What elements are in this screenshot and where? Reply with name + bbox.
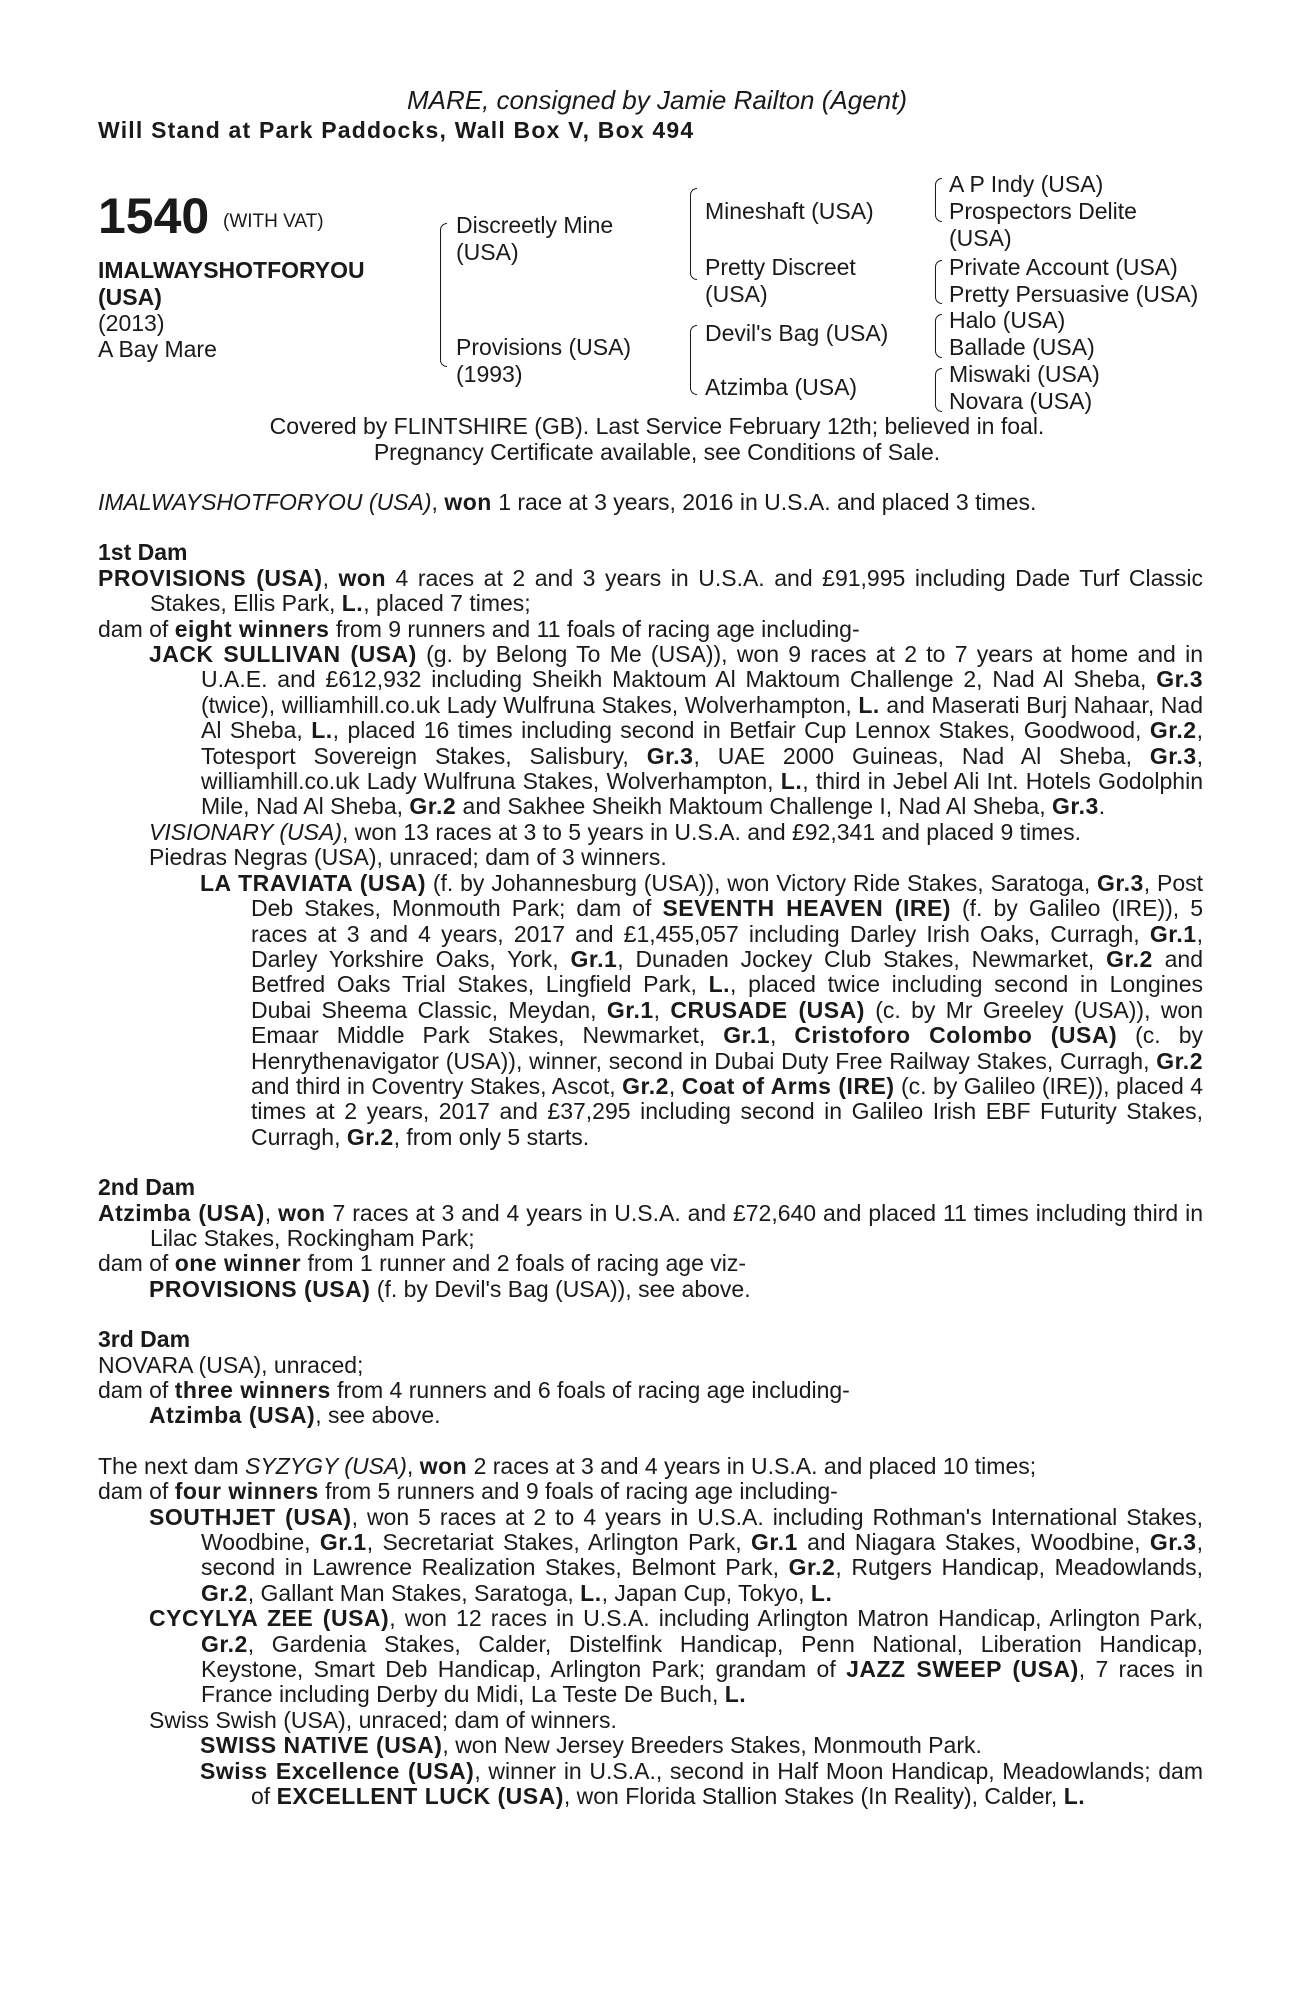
first-dam-won: won <box>338 564 387 591</box>
horse-summary: IMALWAYSHOTFORYOU (USA), won 1 race at 3 years, 2016 in U.S.A. and placed 3 times. <box>98 489 1037 515</box>
pedigree-dam <box>456 334 631 388</box>
listed-label: L. <box>858 691 880 718</box>
comma: , <box>770 1022 777 1049</box>
jack-sullivan-name: JACK SULLIVAN (USA) <box>149 641 417 668</box>
swiss-excellence-name: Swiss Excellence (USA) <box>200 1757 475 1784</box>
pedigree-dsd: Ballade (USA) <box>949 334 1095 360</box>
covered-line2: Pregnancy Certificate available, see Conditions of Sale. <box>373 439 941 465</box>
second-dam-produce <box>98 1251 1203 1276</box>
jack-text: , UAE 2000 Guineas, Nad Al Sheba, <box>693 742 1150 769</box>
pedigree-sire-line2: (USA) <box>456 239 519 265</box>
grade-label: Gr.1 <box>606 996 654 1023</box>
horse-name-line1: IMALWAYSHOTFORYOU <box>98 257 365 283</box>
grade-label: Gr.2 <box>1149 717 1197 744</box>
southjet-name: SOUTHJET (USA) <box>149 1503 352 1530</box>
dam-of-text2: from 5 runners and 9 foals of racing age including- <box>318 1478 838 1505</box>
cycylya-text: , 7 races in France including Derby du Midi, La Teste De Buch, <box>201 1656 1204 1708</box>
listed-label: L. <box>810 1579 833 1606</box>
jazz-sweep-name: JAZZ SWEEP (USA) <box>846 1656 1079 1683</box>
third-dam-heading: 3rd Dam <box>98 1326 191 1353</box>
southjet-text: , second in Lawrence Realization Stakes, Belmont Park, <box>201 1529 1203 1581</box>
pedigree-sss: A P Indy (USA) <box>949 171 1104 197</box>
cycylya-zee-name: CYCYLYA ZEE (USA) <box>149 1605 390 1632</box>
grade-label: Gr.1 <box>751 1529 798 1556</box>
pedigree-dam-line2: (1993) <box>456 361 523 387</box>
produce-piedras-negras: Piedras Negras (USA), unraced; dam of 3 winners. <box>149 844 667 871</box>
jack-text: , third in Jebel Ali Int. Hotels Godolphin Mile, Nad Al Sheba, <box>201 768 1203 820</box>
pedigree-brace-dd <box>935 368 942 412</box>
traviata-text: , Post Deb Stakes, Monmouth Park; dam of <box>251 869 1204 922</box>
grade-label: Gr.2 <box>201 1579 248 1606</box>
traviata-text: , Dunaden Jockey Club Stakes, Newmarket, <box>617 945 1107 972</box>
syzygy-name: SYZYGY (USA) <box>245 1452 407 1479</box>
pedigree-sdd: Pretty Persuasive (USA) <box>949 281 1199 307</box>
pedigree-brace-main <box>440 223 447 367</box>
first-dam-name: PROVISIONS (USA) <box>98 564 323 591</box>
produce-swiss-swish: Swiss Swish (USA), unraced; dam of winners. <box>149 1706 617 1733</box>
jack-text: and Sakhee Sheikh Maktoum Challenge I, Nad Al Sheba, <box>456 793 1052 820</box>
grade-label: Gr.2 <box>622 1072 669 1099</box>
traviata-text: and Betfred Oaks Trial Stakes, Lingfield Park, <box>251 945 1204 998</box>
first-dam-text2: , placed 7 times; <box>363 590 531 617</box>
pedigree-ssd <box>949 198 1137 252</box>
produce-southjet <box>98 1505 1203 1607</box>
swiss-native-name: SWISS NATIVE (USA) <box>200 1732 443 1759</box>
traviata-text: (c. by Mr Greeley (USA)), won Emaar Middle Park Stakes, Newmarket, <box>251 996 1204 1049</box>
dam-of-text2: from 1 runner and 2 foals of racing age viz- <box>301 1250 747 1277</box>
pedigree-ds: Devil's Bag (USA) <box>705 320 889 346</box>
swiss-native-text: , won New Jersey Breeders Stakes, Monmouth Park. <box>442 1732 982 1759</box>
la-traviata-name: LA TRAVIATA (USA) <box>200 869 427 896</box>
comma: , <box>653 996 661 1023</box>
pedigree-brace-sd <box>935 260 942 304</box>
summary-horse-name: IMALWAYSHOTFORYOU (USA) <box>98 489 432 515</box>
grade-label: Gr.3 <box>1097 869 1144 896</box>
grade-label: Gr.2 <box>1156 1047 1203 1074</box>
traviata-text: (c. by Galileo (IRE)), placed 4 times at 2 years, 2017 and £37,295 including second in Galileo Irish EBF Futurity Stakes, Curragh, <box>251 1072 1204 1150</box>
traviata-text: , from only 5 starts. <box>393 1123 590 1150</box>
southjet-text: , Japan Cup, Tokyo, <box>601 1579 811 1606</box>
visionary-text: , won 13 races at 3 to 5 years in U.S.A. and £92,341 and placed 9 times. <box>341 818 1081 845</box>
pedigree-sire <box>456 212 613 266</box>
listed-label: L. <box>311 717 333 744</box>
traviata-text: , Darley Yorkshire Oaks, York, <box>251 920 1203 972</box>
comma: , <box>668 1072 676 1099</box>
excellence-text: , winner in U.S.A., second in Half Moon Handicap, Meadowlands; dam of <box>251 1757 1203 1810</box>
coat-of-arms-name: Coat of Arms (IRE) <box>681 1072 895 1099</box>
grade-label: Gr.1 <box>1149 920 1197 947</box>
pedigree-brace-dam <box>690 325 697 395</box>
crusade-name: CRUSADE (USA) <box>670 996 865 1023</box>
pedigree-sd-line1: Pretty Discreet <box>705 254 856 280</box>
southjet-text: , Secretariat Stakes, Arlington Park, <box>366 1529 752 1556</box>
dam-of-text: dam of <box>98 1478 175 1505</box>
summary-won: won <box>444 489 492 515</box>
pedigree-ssd-line2: (USA) <box>949 225 1012 251</box>
produce-jack-sullivan <box>98 642 1203 820</box>
consignor-line: MARE, consigned by Jamie Railton (Agent) <box>406 85 907 115</box>
pedigree-ss: Mineshaft (USA) <box>705 198 874 224</box>
dam-of-text: dam of <box>98 615 175 642</box>
jack-text: , Totesport Sovereign Stakes, Salisbury, <box>201 717 1203 769</box>
grade-label: Gr.2 <box>1106 945 1153 972</box>
listed-label: L. <box>580 1579 602 1606</box>
traviata-text: (f. by Galileo (IRE)), 5 races at 3 and 4 years, 2017 and £1,455,057 including Darley Irish Oaks, Curragh, <box>251 895 1204 947</box>
listed-label: L. <box>1063 1783 1086 1810</box>
visionary-name: VISIONARY (USA) <box>149 818 342 845</box>
third-dam-record: NOVARA (USA), unraced; <box>98 1351 364 1378</box>
winners-count: three winners <box>174 1377 331 1403</box>
foaling-year: (2013) <box>98 310 165 336</box>
next-dam-text: 2 races at 3 and 4 years in U.S.A. and placed 10 times; <box>467 1452 1037 1479</box>
traviata-text: (f. by Johannesburg (USA)), won Victory Ride Stakes, Saratoga, <box>426 869 1098 896</box>
second-dam-heading: 2nd Dam <box>98 1174 196 1201</box>
pedigree-brace-ss <box>935 178 942 222</box>
produce-provisions <box>98 1277 1203 1302</box>
pedigree-dd: Atzimba (USA) <box>705 374 858 400</box>
next-dam-produce <box>98 1479 1203 1504</box>
dam-of-text2: from 9 runners and 11 foals of racing age including- <box>329 615 860 642</box>
listed-label: L. <box>708 971 731 998</box>
pedigree-ssd-line1: Prospectors Delite <box>949 198 1137 224</box>
next-dam-record: The next dam SYZYGY (USA), won 2 races at 3 and 4 years in U.S.A. and placed 10 times; <box>98 1452 1037 1479</box>
southjet-text: , Rutgers Handicap, Meadowlands, <box>835 1554 1203 1581</box>
covered-line1: Covered by FLINTSHIRE (GB). Last Service February 12th; believed in foal. <box>269 413 1045 439</box>
grade-label: Gr.2 <box>409 793 457 820</box>
jack-text: (g. by Belong To Me (USA)), won 9 races at 2 to 7 years at home and in U.A.E. and £612,932 including Sheikh Maktoum Al Maktoum Challenge 2, Nad Al Sheba, <box>201 641 1204 693</box>
produce-swiss-excellence <box>98 1759 1203 1810</box>
second-dam-record: Atzimba (USA), won 7 races at 3 and 4 years in U.S.A. and £72,640 and placed 11 times including third in Lilac Stakes, Rockingham Park; <box>98 1199 1203 1251</box>
grade-label: Gr.3 <box>1052 793 1099 820</box>
jack-text: , placed 16 times including second in Betfair Cup Lennox Stakes, Goodwood, <box>332 717 1150 744</box>
grade-label: Gr.2 <box>346 1123 394 1150</box>
pedigree-brace-ds <box>935 314 942 358</box>
traviata-text: and third in Coventry Stakes, Ascot, <box>251 1072 623 1099</box>
excellence-text: , won Florida Stallion Stakes (In Reality), Calder, <box>563 1783 1064 1810</box>
pedigree-brace-sire <box>690 188 697 280</box>
grade-label: Gr.1 <box>723 1022 771 1049</box>
pedigree-sire-line1: Discreetly Mine <box>456 212 614 238</box>
first-dam-heading: 1st Dam <box>98 539 188 566</box>
pedigree-dds: Miswaki (USA) <box>949 361 1100 387</box>
pedigree-dam-line1: Provisions (USA) <box>456 334 632 360</box>
grade-label: Gr.1 <box>319 1529 367 1556</box>
second-dam-text: 7 races at 3 and 4 years in U.S.A. and £72,640 and placed 11 times including third in Lilac Stakes, Rockingham Park; <box>150 1199 1203 1251</box>
pedigree-sd <box>705 254 856 308</box>
dam-of-text: dam of <box>98 1377 175 1403</box>
grade-label: Gr.3 <box>1156 666 1203 693</box>
pedigree-ddd: Novara (USA) <box>949 388 1093 414</box>
dam-of-text2: from 4 runners and 6 foals of racing age including- <box>330 1377 850 1403</box>
third-dam-produce <box>98 1378 1203 1403</box>
atzimba-text: , see above. <box>315 1402 441 1429</box>
southjet-text: , won 5 races at 2 to 4 years in U.S.A. including Rothman's International Stakes, Woodbine, <box>201 1503 1203 1556</box>
grade-label: Gr.2 <box>201 1630 248 1657</box>
traviata-text: (c. by Henrythenavigator (USA)), winner, second in Dubai Duty Free Railway Stakes, Curragh, <box>251 1022 1204 1074</box>
lot-number: 1540 <box>98 188 210 244</box>
location-line: Will Stand at Park Paddocks, Wall Box V, Box 494 <box>98 117 695 143</box>
winners-count: four winners <box>174 1478 319 1505</box>
grade-label: Gr.3 <box>646 742 694 769</box>
second-dam-name: Atzimba (USA) <box>98 1199 265 1226</box>
summary-text: 1 race at 3 years, 2016 in U.S.A. and placed 3 times. <box>491 489 1037 515</box>
first-dam-text: 4 races at 2 and 3 years in U.S.A. and £91,995 including Dade Turf Classic Stakes, Ellis Park, <box>150 564 1203 617</box>
listed-label: L. <box>341 590 364 617</box>
first-dam-produce <box>98 617 1203 642</box>
produce-swiss-native <box>98 1733 1203 1758</box>
grade-label: Gr.2 <box>788 1554 836 1581</box>
grade-label: Gr.3 <box>1149 742 1197 769</box>
winners-count: one winner <box>174 1250 302 1277</box>
catalogue-body <box>98 490 1203 1810</box>
second-dam-won: won <box>278 1199 326 1226</box>
dam-of-text: dam of <box>98 1250 175 1277</box>
cristoforo-colombo-name: Cristoforo Colombo (USA) <box>794 1022 1118 1049</box>
pedigree-dss: Halo (USA) <box>949 307 1066 333</box>
next-dam-intro: The next dam <box>98 1452 246 1479</box>
horse-description: A Bay Mare <box>98 336 217 362</box>
traviata-text: , placed twice including second in Longines Dubai Sheema Classic, Meydan, <box>251 971 1203 1023</box>
grade-label: Gr.3 <box>1149 1529 1197 1556</box>
listed-label: L. <box>724 1681 747 1708</box>
listed-label: L. <box>780 768 803 795</box>
next-dam-won: won <box>419 1452 468 1479</box>
cycylya-text: , Gardenia Stakes, Calder, Distelfink Handicap, Penn National, Liberation Handicap, Keystone, Smart Deb Handicap, Arlington Park; grandam of <box>201 1630 1203 1683</box>
southjet-text: and Niagara Stakes, Woodbine, <box>797 1529 1150 1556</box>
provisions-text: (f. by Devil's Bag (USA)), see above. <box>370 1275 751 1302</box>
horse-name-line2: (USA) <box>98 284 162 310</box>
provisions-name: PROVISIONS (USA) <box>149 1275 371 1302</box>
pedigree-sds: Private Account (USA) <box>949 254 1178 280</box>
horse-name <box>98 257 365 311</box>
produce-visionary <box>98 820 1203 845</box>
jack-text: and Maserati Burj Nahaar, Nad Al Sheba, <box>201 691 1203 744</box>
produce-la-traviata <box>98 871 1203 1150</box>
first-dam-record: PROVISIONS (USA), won 4 races at 2 and 3 years in U.S.A. and £91,995 including Dade Turf Classic Stakes, Ellis Park, L., placed 7 times; <box>98 564 1203 617</box>
produce-cycylya-zee <box>98 1606 1203 1708</box>
atzimba-name: Atzimba (USA) <box>149 1402 316 1429</box>
jack-text: , williamhill.co.uk Lady Wulfruna Stakes, Wolverhampton, <box>201 742 1204 795</box>
seventh-heaven-name: SEVENTH HEAVEN (IRE) <box>662 895 951 922</box>
produce-atzimba <box>98 1403 1203 1428</box>
vat-label: (WITH VAT) <box>223 211 324 232</box>
period: . <box>1098 793 1106 820</box>
pedigree-sd-line2: (USA) <box>705 281 768 307</box>
cycylya-text: , won 12 races in U.S.A. including Arlington Matron Handicap, Arlington Park, <box>389 1605 1204 1632</box>
southjet-text: , Gallant Man Stakes, Saratoga, <box>247 1579 581 1606</box>
jack-text: (twice), williamhill.co.uk Lady Wulfruna Stakes, Wolverhampton, <box>201 691 859 718</box>
excellent-luck-name: EXCELLENT LUCK (USA) <box>276 1783 564 1810</box>
grade-label: Gr.1 <box>570 945 618 972</box>
winners-count: eight winners <box>174 615 330 642</box>
